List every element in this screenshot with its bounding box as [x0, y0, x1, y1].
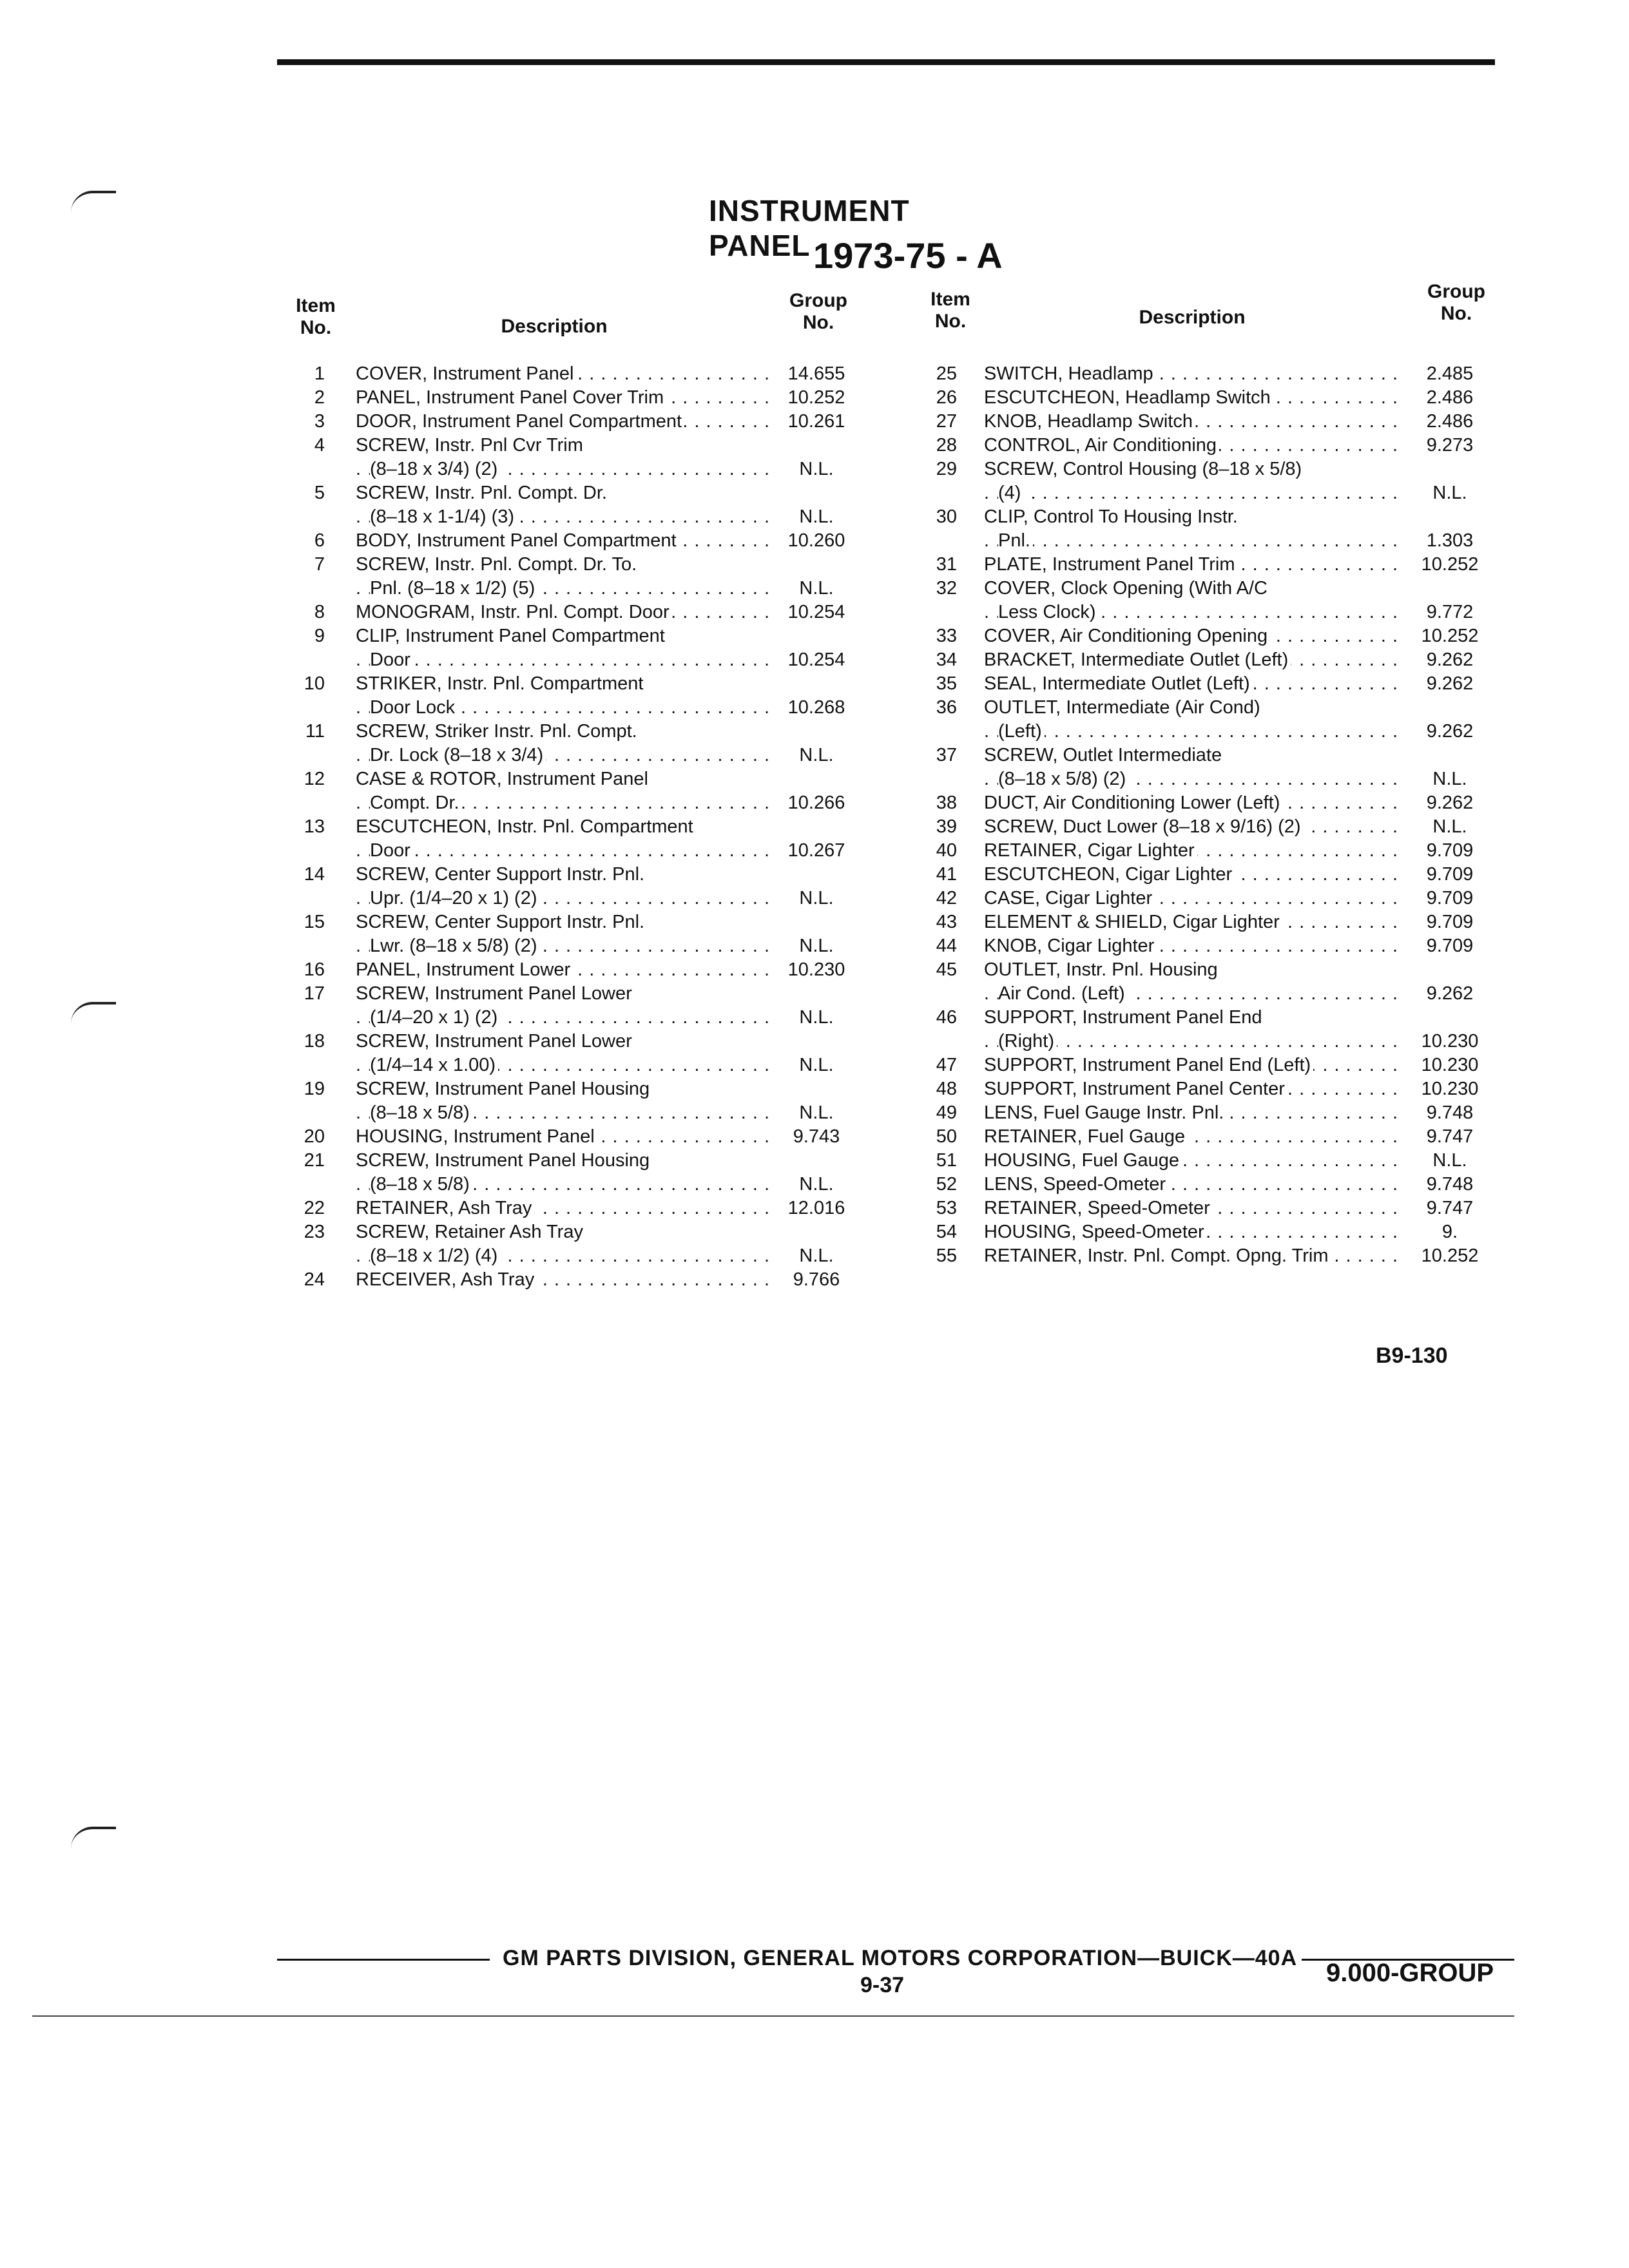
item-description [984, 1077, 1403, 1101]
top-rule [277, 59, 1495, 65]
item-description [356, 982, 768, 1006]
item-description [984, 863, 1403, 887]
item-description [984, 1006, 1403, 1030]
item-description [356, 1173, 768, 1196]
item-description-text: SCREW, Center Support Instr. Pnl. [356, 912, 647, 932]
item-description-text: SCREW, Instrument Panel Lower [356, 983, 635, 1004]
item-number: 45 [936, 959, 957, 980]
bottom-rule [32, 2015, 1514, 2017]
group-number: 10.254 [787, 649, 845, 670]
group-number: 10.252 [1421, 626, 1479, 646]
group-number: N.L. [799, 745, 834, 765]
item-description [984, 648, 1403, 672]
item-description [984, 815, 1403, 839]
group-number: 9.709 [1426, 840, 1474, 861]
item-description [356, 386, 768, 410]
item-description-text: OUTLET, Instr. Pnl. Housing [984, 959, 1220, 980]
item-description-text: RETAINER, Cigar Lighter [984, 840, 1197, 861]
item-description-text: SUPPORT, Instrument Panel Center [984, 1079, 1287, 1099]
group-number: N.L. [799, 888, 834, 908]
item-description-text: CONTROL, Air Conditioning [984, 435, 1219, 456]
item-description [984, 767, 1403, 791]
group-number: 9.709 [1426, 936, 1474, 956]
item-description [984, 982, 1403, 1006]
group-number: 9.262 [1426, 721, 1474, 742]
item-description-text: SCREW, Instr. Pnl. Compt. Dr. To. [356, 554, 639, 575]
item-description [984, 434, 1403, 457]
item-description-text: BRACKET, Intermediate Outlet (Left) [984, 649, 1291, 670]
item-description-text: PLATE, Instrument Panel Trim [984, 554, 1238, 575]
item-description [356, 1077, 768, 1101]
item-description-text: CASE & ROTOR, Instrument Panel [356, 769, 651, 789]
item-description-text: COVER, Air Conditioning Opening [984, 626, 1270, 646]
item-description-text: SWITCH, Headlamp [984, 363, 1156, 384]
item-description [984, 696, 1403, 720]
page-reference: B9-130 [1376, 1343, 1448, 1368]
item-number: 2 [314, 387, 325, 408]
item-number: 3 [314, 411, 325, 432]
item-description-text: COVER, Instrument Panel [356, 363, 576, 384]
item-number: 5 [314, 483, 325, 503]
item-description-text: ESCUTCHEON, Headlamp Switch [984, 387, 1273, 408]
item-description [984, 624, 1403, 648]
item-description-text: DUCT, Air Conditioning Lower (Left) [984, 793, 1282, 813]
item-description [356, 577, 768, 601]
item-description [356, 1244, 768, 1268]
item-description [356, 553, 768, 577]
item-description-text: RETAINER, Ash Tray [356, 1198, 534, 1218]
item-description [984, 1220, 1403, 1244]
item-number: 28 [936, 435, 957, 456]
item-description [984, 839, 1403, 863]
group-number: 9.772 [1426, 602, 1474, 622]
group-number: 12.016 [787, 1198, 845, 1218]
item-number: 50 [936, 1126, 957, 1147]
punch-hole-mark [71, 191, 116, 213]
item-number: 27 [936, 411, 957, 432]
item-description [984, 601, 1403, 624]
group-number: 9.273 [1426, 435, 1474, 456]
item-number: 46 [936, 1007, 957, 1028]
item-number: 21 [304, 1150, 325, 1171]
item-description-text: SCREW, Duct Lower (8–18 x 9/16) (2) [984, 816, 1304, 837]
item-number: 31 [936, 554, 957, 575]
item-description [984, 1125, 1403, 1149]
item-description-text: SCREW, Outlet Intermediate [984, 745, 1224, 765]
item-description [356, 1196, 768, 1220]
item-description [984, 1149, 1403, 1173]
item-number: 17 [304, 983, 325, 1004]
group-number: 10.268 [787, 697, 845, 718]
item-description-text: (8–18 x 5/8) (2) [998, 769, 1128, 789]
group-number: 9.709 [1426, 912, 1474, 932]
group-number: 10.230 [787, 959, 845, 980]
item-description [984, 410, 1403, 434]
item-description [356, 672, 768, 696]
item-description [356, 1053, 768, 1077]
item-description [984, 744, 1403, 767]
item-description [356, 839, 768, 863]
item-number: 18 [304, 1031, 325, 1052]
item-description-text: Less Clock) [998, 602, 1099, 622]
group-number: N.L. [799, 936, 834, 956]
header-description-left: Description [501, 316, 608, 337]
item-description [984, 1244, 1403, 1268]
item-description [984, 386, 1403, 410]
item-description [984, 958, 1403, 982]
item-number: 33 [936, 626, 957, 646]
item-description-text: PANEL, Instrument Lower [356, 959, 573, 980]
item-number: 52 [936, 1174, 957, 1195]
item-description-text: RECEIVER, Ash Tray [356, 1269, 537, 1290]
group-number: N.L. [799, 1245, 834, 1266]
item-number: 37 [936, 745, 957, 765]
item-description [356, 1268, 768, 1292]
group-number: 9.747 [1426, 1126, 1474, 1147]
item-description [356, 624, 768, 648]
item-description-text: (1/4–14 x 1.00) [370, 1055, 498, 1075]
item-description-text: SCREW, Instrument Panel Housing [356, 1150, 652, 1171]
item-description-text: SCREW, Instr. Pnl. Compt. Dr. [356, 483, 610, 503]
item-description-text: Air Cond. (Left) [998, 983, 1128, 1004]
item-description-text: Compt. Dr. [370, 793, 462, 813]
item-description-text: (8–18 x 5/8) [370, 1102, 472, 1123]
group-number: 9.743 [793, 1126, 840, 1147]
item-description-text: SCREW, Striker Instr. Pnl. Compt. [356, 721, 640, 742]
item-number: 8 [314, 602, 325, 622]
item-description-text: DOOR, Instrument Panel Compartment [356, 411, 684, 432]
item-description-text: SUPPORT, Instrument Panel End (Left) [984, 1055, 1313, 1075]
item-number: 19 [304, 1079, 325, 1099]
group-number: N.L. [799, 578, 834, 599]
item-description-text: LENS, Fuel Gauge Instr. Pnl. [984, 1102, 1226, 1123]
item-description-text: Dr. Lock (8–18 x 3/4) [370, 745, 546, 765]
item-description-text: MONOGRAM, Instr. Pnl. Compt. Door [356, 602, 672, 622]
item-description [356, 1030, 768, 1053]
footer-group: 9.000-GROUP [1326, 1959, 1494, 1987]
item-description [356, 767, 768, 791]
group-number: 10.267 [787, 840, 845, 861]
item-description-text: HOUSING, Speed-Ometer [984, 1222, 1207, 1242]
group-number: 9. [1441, 1222, 1458, 1242]
item-number: 23 [304, 1222, 325, 1242]
item-description-text: CASE, Cigar Lighter [984, 888, 1155, 908]
item-description [984, 481, 1403, 505]
item-description [984, 887, 1403, 910]
item-description-text: SCREW, Retainer Ash Tray [356, 1222, 586, 1242]
item-description [984, 505, 1403, 529]
group-number: N.L. [799, 1102, 834, 1123]
item-description-text: STRIKER, Instr. Pnl. Compartment [356, 673, 646, 694]
header-group-no-left: Group No. [789, 290, 847, 333]
item-number: 48 [936, 1079, 957, 1099]
item-number: 6 [314, 530, 325, 551]
item-description [356, 720, 768, 744]
item-description [356, 648, 768, 672]
item-description [984, 934, 1403, 958]
item-description [356, 434, 768, 457]
item-description-text: Door [370, 649, 413, 670]
item-description-text: (Left) [998, 721, 1045, 742]
item-description-text: (8–18 x 1-1/4) (3) [370, 506, 517, 527]
group-number: 9.262 [1426, 983, 1474, 1004]
item-number: 41 [936, 864, 957, 885]
group-number: 2.486 [1426, 411, 1474, 432]
group-number: 1.303 [1426, 530, 1474, 551]
group-number: 2.486 [1426, 387, 1474, 408]
group-number: 10.230 [1421, 1031, 1479, 1052]
punch-hole-mark [71, 1002, 116, 1024]
item-description [356, 744, 768, 767]
item-description [984, 457, 1403, 481]
item-description [356, 887, 768, 910]
item-number: 49 [936, 1102, 957, 1123]
group-number: 10.252 [787, 387, 845, 408]
group-number: 10.230 [1421, 1055, 1479, 1075]
punch-hole-mark [71, 1827, 116, 1849]
item-description [984, 362, 1403, 386]
item-number: 13 [304, 816, 325, 837]
group-number: N.L. [799, 1174, 834, 1195]
item-number: 14 [304, 864, 325, 885]
item-number: 53 [936, 1198, 957, 1218]
item-description [984, 672, 1403, 696]
item-description [356, 791, 768, 815]
item-description [356, 1101, 768, 1125]
item-description-text: Lwr. (8–18 x 5/8) (2) [370, 936, 540, 956]
item-number: 35 [936, 673, 957, 694]
item-description [984, 910, 1403, 934]
item-description-text: SCREW, Instrument Panel Housing [356, 1079, 652, 1099]
header-group-no-right: Group No. [1427, 281, 1485, 324]
footer-page-number: 9-37 [860, 1973, 905, 1997]
group-number: 2.485 [1426, 363, 1474, 384]
footer-text: GM PARTS DIVISION, GENERAL MOTORS CORPORATION—BUICK—40A [503, 1946, 1298, 1970]
header-description-right: Description [1139, 307, 1246, 328]
item-description-text: ESCUTCHEON, Cigar Lighter [984, 864, 1235, 885]
group-number: 10.252 [1421, 554, 1479, 575]
group-number: N.L. [799, 506, 834, 527]
item-description [356, 1149, 768, 1173]
item-description [356, 910, 768, 934]
item-description [984, 1053, 1403, 1077]
item-number: 11 [305, 721, 325, 742]
group-number: 9.748 [1426, 1174, 1474, 1195]
item-description-text: Pnl. (8–18 x 1/2) (5) [370, 578, 537, 599]
item-number: 1 [314, 363, 325, 384]
item-description [356, 696, 768, 720]
item-description-text: CLIP, Control To Housing Instr. [984, 506, 1240, 527]
item-description-text: (1/4–20 x 1) (2) [370, 1007, 500, 1028]
item-description-text: (8–18 x 1/2) (4) [370, 1245, 500, 1266]
item-description-text: (Right) [998, 1031, 1057, 1052]
group-number: N.L. [1432, 483, 1467, 503]
page-subtitle: 1973-75 - A [813, 235, 1003, 276]
item-description-text: HOUSING, Instrument Panel [356, 1126, 597, 1147]
group-number: 9.262 [1426, 649, 1474, 670]
item-description [356, 457, 768, 481]
item-number: 12 [304, 769, 325, 789]
group-number: 9.709 [1426, 888, 1474, 908]
item-description-text: (8–18 x 5/8) [370, 1174, 472, 1195]
item-description [984, 1196, 1403, 1220]
group-number: 10.252 [1421, 1245, 1479, 1266]
item-description-text: Door Lock [370, 697, 458, 718]
header-item-no-left: Item No. [296, 295, 336, 338]
item-number: 43 [936, 912, 957, 932]
item-number: 54 [936, 1222, 957, 1242]
item-description [356, 410, 768, 434]
group-number: 10.254 [787, 602, 845, 622]
item-description [984, 720, 1403, 744]
item-description [356, 863, 768, 887]
item-description-text: Pnl. [998, 530, 1033, 551]
item-number: 44 [936, 936, 957, 956]
item-number: 42 [936, 888, 957, 908]
group-number: N.L. [799, 459, 834, 479]
item-number: 39 [936, 816, 957, 837]
item-description-text: SCREW, Control Housing (8–18 x 5/8) [984, 459, 1304, 479]
footer-rule-left [277, 1959, 490, 1961]
item-description-text: SCREW, Center Support Instr. Pnl. [356, 864, 647, 885]
item-description-text: BODY, Instrument Panel Compartment [356, 530, 679, 551]
group-number: 9.766 [793, 1269, 840, 1290]
item-number: 26 [936, 387, 957, 408]
item-description [356, 815, 768, 839]
group-number: 9.262 [1426, 673, 1474, 694]
item-number: 25 [936, 363, 957, 384]
page-title: INSTRUMENT PANEL [709, 194, 910, 262]
item-description-text: CLIP, Instrument Panel Compartment [356, 626, 668, 646]
item-description-text: RETAINER, Fuel Gauge [984, 1126, 1188, 1147]
item-number: 40 [936, 840, 957, 861]
group-number: 14.655 [787, 363, 845, 384]
item-description [356, 958, 768, 982]
item-description-text: RETAINER, Instr. Pnl. Compt. Opng. Trim [984, 1245, 1331, 1266]
item-number: 24 [304, 1269, 325, 1290]
group-number: 9.262 [1426, 793, 1474, 813]
item-description-text: KNOB, Cigar Lighter [984, 936, 1157, 956]
item-description-text: PANEL, Instrument Panel Cover Trim [356, 387, 666, 408]
header-item-no-right: Item No. [930, 289, 970, 332]
item-description-text: SUPPORT, Instrument Panel End [984, 1007, 1264, 1028]
item-description-text: KNOB, Headlamp Switch [984, 411, 1195, 432]
item-description-text: SEAL, Intermediate Outlet (Left) [984, 673, 1253, 694]
item-description-text: HOUSING, Fuel Gauge [984, 1150, 1182, 1171]
item-description [984, 553, 1403, 577]
item-description [984, 1101, 1403, 1125]
item-description [984, 577, 1403, 601]
item-description-text: Upr. (1/4–20 x 1) (2) [370, 888, 540, 908]
item-description [356, 529, 768, 553]
item-number: 10 [304, 673, 325, 694]
item-description-text: (8–18 x 3/4) (2) [370, 459, 500, 479]
item-number: 38 [936, 793, 957, 813]
item-description [356, 505, 768, 529]
item-description [984, 1030, 1403, 1053]
item-number: 4 [314, 435, 325, 456]
group-number: N.L. [1432, 769, 1467, 789]
item-description-text: LENS, Speed-Ometer [984, 1174, 1168, 1195]
item-number: 55 [936, 1245, 957, 1266]
group-number: 9.748 [1426, 1102, 1474, 1123]
item-description [356, 601, 768, 624]
item-description-text: SCREW, Instr. Pnl Cvr Trim [356, 435, 586, 456]
group-number: N.L. [799, 1007, 834, 1028]
item-description-text: SCREW, Instrument Panel Lower [356, 1031, 635, 1052]
item-description-text: (4) [998, 483, 1023, 503]
item-description [356, 1220, 768, 1244]
item-number: 29 [936, 459, 957, 479]
item-number: 34 [936, 649, 957, 670]
item-description-text: OUTLET, Intermediate (Air Cond) [984, 697, 1263, 718]
group-number: N.L. [1432, 816, 1467, 837]
item-description [356, 1006, 768, 1030]
item-number: 47 [936, 1055, 957, 1075]
item-number: 16 [304, 959, 325, 980]
item-description-text: COVER, Clock Opening (With A/C [984, 578, 1270, 599]
item-description [356, 1125, 768, 1149]
item-description-text: ELEMENT & SHIELD, Cigar Lighter [984, 912, 1282, 932]
item-description [984, 529, 1403, 553]
group-number: 9.747 [1426, 1198, 1474, 1218]
group-number: 9.709 [1426, 864, 1474, 885]
item-description [356, 362, 768, 386]
item-description [356, 934, 768, 958]
item-description-text: Door [370, 840, 413, 861]
group-number: 10.230 [1421, 1079, 1479, 1099]
item-description-text: ESCUTCHEON, Instr. Pnl. Compartment [356, 816, 696, 837]
group-number: N.L. [799, 1055, 834, 1075]
item-number: 32 [936, 578, 957, 599]
item-description-text: RETAINER, Speed-Ometer [984, 1198, 1213, 1218]
group-number: N.L. [1432, 1150, 1467, 1171]
item-number: 20 [304, 1126, 325, 1147]
item-number: 51 [936, 1150, 957, 1171]
item-number: 22 [304, 1198, 325, 1218]
item-description [984, 791, 1403, 815]
item-description [356, 481, 768, 505]
item-number: 7 [314, 554, 325, 575]
item-number: 36 [936, 697, 957, 718]
item-number: 15 [304, 912, 325, 932]
item-number: 9 [314, 626, 325, 646]
item-description [984, 1173, 1403, 1196]
group-number: 10.261 [787, 411, 845, 432]
group-number: 10.260 [787, 530, 845, 551]
item-number: 30 [936, 506, 957, 527]
group-number: 10.266 [787, 793, 845, 813]
